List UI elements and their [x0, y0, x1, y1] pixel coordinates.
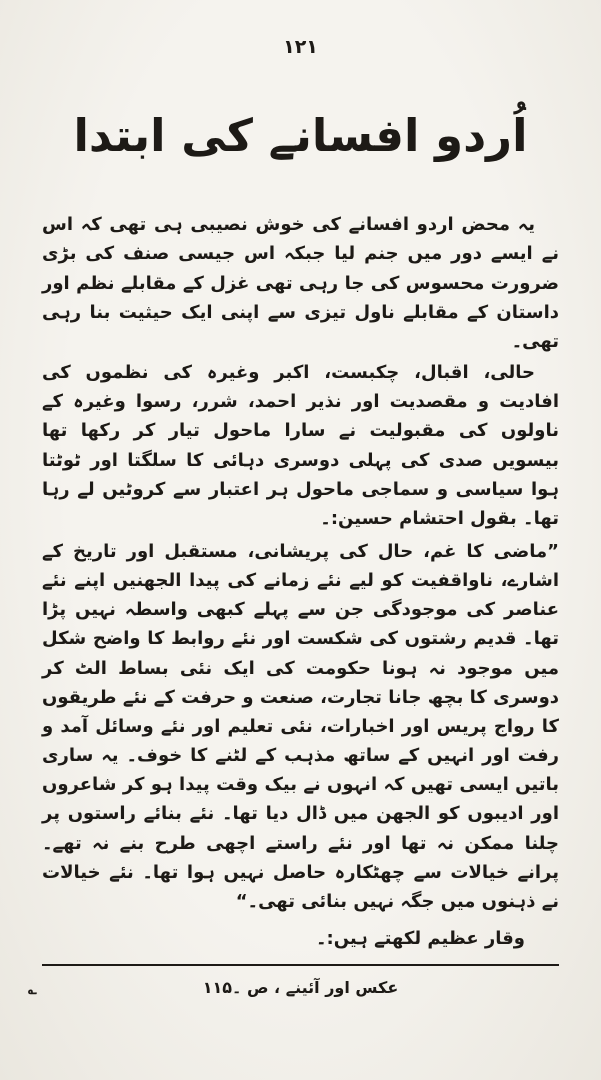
quote-paragraph: ”ماضی کا غم، حال کی پریشانی، مستقبل اور تاریخ کے اشارے، ناواقفیت کو لیے نئے زمانے کی پیدا الجھنیں اپنے نئے عناصر کی موجودگی جن سے پہلے کبھی واسطہ نہیں پڑا تھا۔ قدیم رشتوں کی شکست اور نئے روابط کا واضح شکل میں موجود نہ ہونا حکومت کی ایک نئی بساط الٹ کر دوسری کا بچھ جانا تجارت، صنعت و حرفت کے نئے طریقوں کا رواج پریس اور اخبارات، نئی تعلیم اور نئے وسائل آمد و رفت اور انہیں کے ساتھ مذہب کے لٹنے کا خوف۔ یہ ساری باتیں ایسی تھیں کہ انہوں نے بیک وقت پیدا ہو کر شاعروں اور ادیبوں کو الجھن میں ڈال دیا تھا۔ نئے بنائے راستوں پر چلنا ممکن نہ تھا اور نئے راستے اچھی طرح بنے نہ تھے۔ پرانے خیالات سے چھٹکارہ حاصل نہیں ہوا تھا۔ نئے خیالات نے ذہنوں میں جگہ نہیں بنائی تھی۔“ [42, 540, 559, 912]
page-number: ۱۲۱ [283, 36, 318, 58]
footnote-text: عکس اور آئینے ، ص ۔۱۱۵ [202, 978, 399, 997]
footnote-line [28, 978, 559, 998]
paragraph-1: یہ محض اردو افسانے کی خوش نصیبی ہی تھی کہ اس نے ایسے دور میں جنم لیا جبکہ اس جیسی صنف کی بڑی ضرورت محسوس کی جا رہی تھی غزل کے مقابلے نظم اور داستان کے مقابلے ناول تیزی سے اپنی ایک حیثیت بنا رہی تھی۔ [42, 214, 559, 352]
attribution-line: وقار عظیم لکھتے ہیں:۔ [315, 928, 525, 949]
footnote-area [28, 964, 559, 998]
paragraph-2: حالی، اقبال، چکبست، اکبر وغیرہ کی نظموں کی افادیت و مقصدیت اور نذیر احمد، شرر، رسوا وغیرہ کے ناولوں کی مقبولیت نے سارا ماحول تیار کر رکھا تھا بیسویں صدی کی پہلی دوسری دہائی کا سلگتا اور ٹوٹتا ہوا سیاسی و سماجی ماحول ہر اعتبار سے کروٹیں لے رہا تھا۔ بقول احتشام حسین:۔ [42, 362, 559, 529]
page-title: اُردو افسانے کی ابتدا [73, 109, 528, 162]
footnote-divider [42, 964, 559, 966]
body-text [42, 210, 559, 953]
footnote-marker: ؎ [28, 980, 37, 998]
